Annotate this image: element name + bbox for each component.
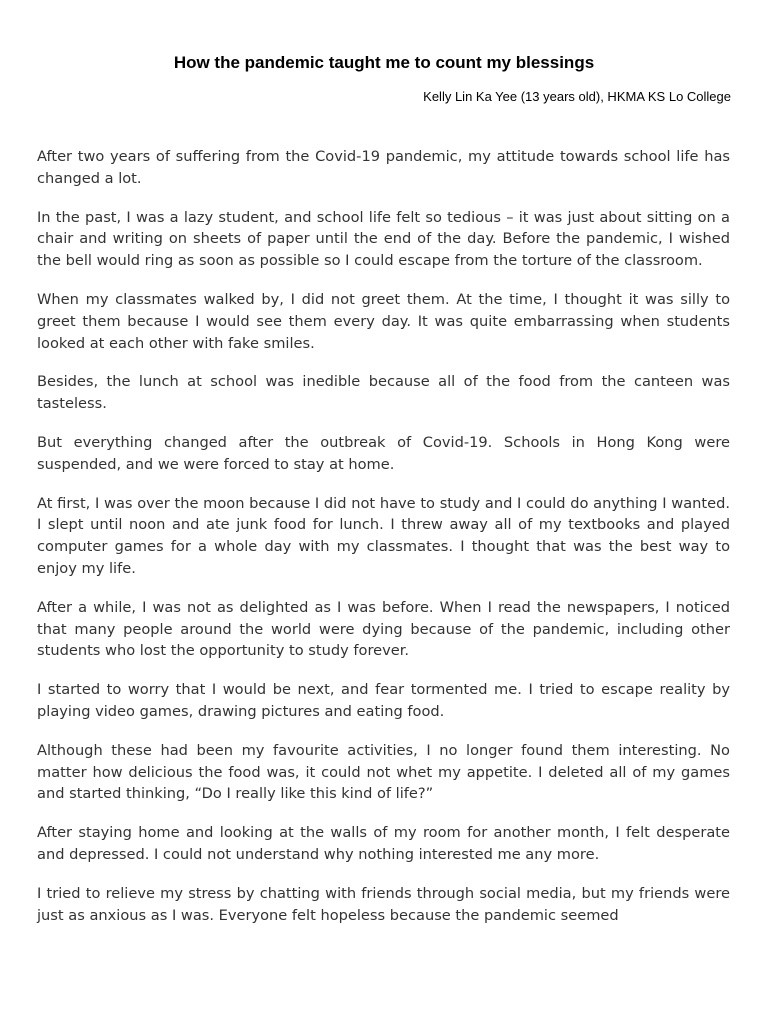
paragraph: I tried to relieve my stress by chatting with friends through social media, but my friends were just as anxious as I was. Everyone felt hopeless because the pandemic seemed [37,884,730,924]
paragraph: Besides, the lunch at school was inedible because all of the food from the canteen was tasteless. [37,373,730,413]
article-body [37,146,730,943]
paragraph: Although these had been my favourite activities, I no longer found them interesting. No matter how delicious the food was, it could not whet my appetite. I deleted all of my games and started thinking, “Do I really like this kind of life?” [37,741,730,803]
paragraph: But everything changed after the outbreak of Covid-19. Schools in Hong Kong were suspended, and we were forced to stay at home. [37,433,730,473]
paragraph: When my classmates walked by, I did not greet them. At the time, I thought it was silly to greet them because I would see them every day. It was quite embarrassing when students looked at each other with fake smiles. [37,290,730,352]
paragraph: In the past, I was a lazy student, and school life felt so tedious – it was just about sitting on a chair and writing on sheets of paper until the end of the day. Before the pandemic, I wished the bell would ring as soon as possible so I could escape from the torture of the classroom. [37,208,730,270]
document-title: How the pandemic taught me to count my blessings [173,53,595,72]
paragraph: At first, I was over the moon because I did not have to study and I could do anything I wanted. I slept until noon and ate junk food for lunch. I threw away all of my textbooks and played computer games for a whole day with my classmates. I thought that was the best way to enjoy my life. [37,494,730,577]
paragraph: After a while, I was not as delighted as I was before. When I read the newspapers, I noticed that many people around the world were dying because of the pandemic, including other students who lost the opportunity to study forever. [37,598,730,660]
paragraph: After staying home and looking at the walls of my room for another month, I felt desperate and depressed. I could not understand why nothing interested me any more. [37,824,730,863]
author-byline: Kelly Lin Ka Yee (13 years old), HKMA KS Lo College [423,89,731,104]
paragraph: I started to worry that I would be next, and fear tormented me. I tried to escape reality by playing video games, drawing pictures and eating food. [37,681,730,720]
paragraph: After two years of suffering from the Covid-19 pandemic, my attitude towards school life has changed a lot. [37,148,730,187]
